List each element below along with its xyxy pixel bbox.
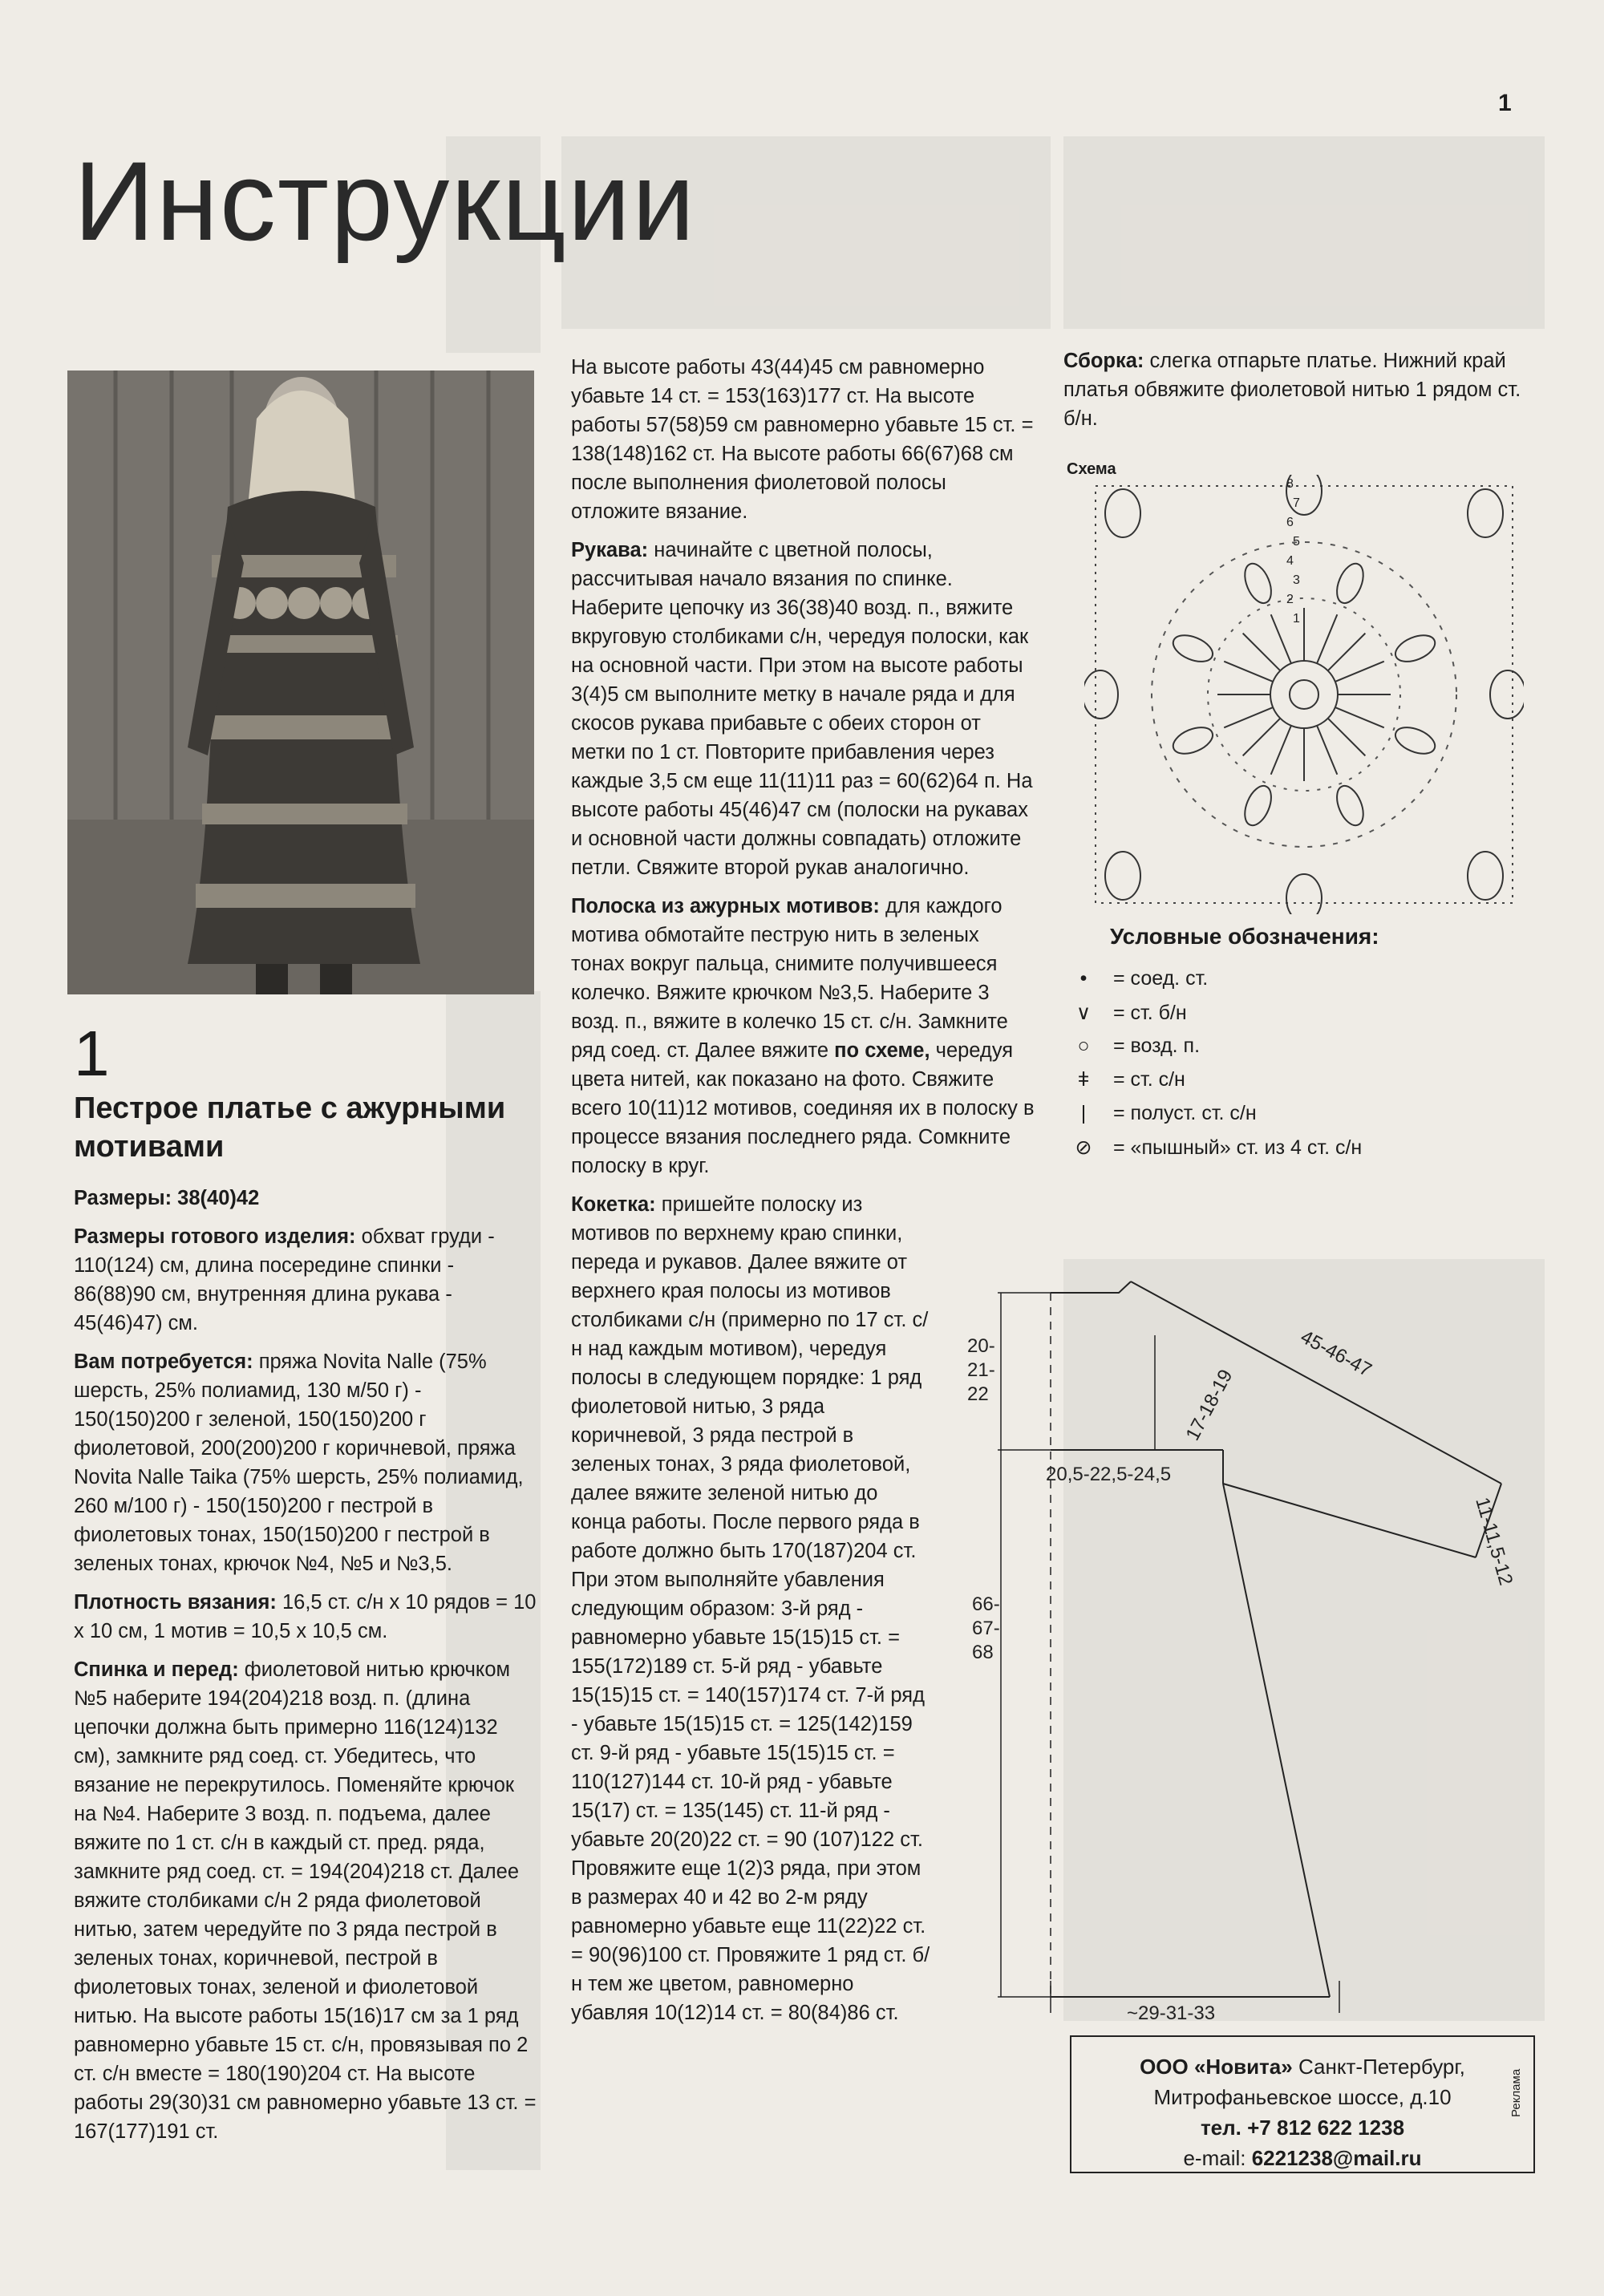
- ad-city: Санкт-Петербург,: [1292, 2055, 1465, 2079]
- yoke-label: Кокетка:: [571, 1193, 656, 1216]
- sizes-line: Размеры: 38(40)42: [74, 1187, 260, 1209]
- column-3: [1063, 346, 1537, 443]
- motif-puff: [1286, 874, 1322, 914]
- motif-stitch: [1317, 614, 1337, 663]
- motif-puff: [1490, 670, 1524, 719]
- body-label: Спинка и перед:: [74, 1658, 239, 1681]
- legend-text: = ст. с/н: [1113, 1068, 1185, 1091]
- bleed-through-right: [1063, 136, 1545, 329]
- sleeve-label: Рукава:: [571, 539, 649, 561]
- ad-address: Митрофаньевское шоссе, д.10: [1153, 2085, 1452, 2109]
- chart-row-mark: 5: [1293, 535, 1300, 549]
- motif-stitch: [1335, 662, 1384, 682]
- garment-schematic: [962, 1259, 1556, 2029]
- legend-item: [1067, 1068, 1185, 1091]
- body-continued-text: На высоте работы 43(44)45 см равномерно убавьте 14 ст. = 153(163)177 ст. На высоте работы 57(58)59 см равномерно убавьте 15 ст. = 138(148)162 ст. На высоте работы 66(67)68 см после выполнения фиолетовой полосы отложите вязание.: [571, 356, 1034, 523]
- legend-text: = возд. п.: [1113, 1035, 1201, 1057]
- neck-depth-label: 20-21-22: [967, 1335, 995, 1405]
- motif-stitch: [1328, 719, 1366, 756]
- sleeve-text: начинайте с цветной полосы, рассчитывая начало вязания по спинке. Наберите цепочку из 36(38)40 возд. п., вяжите вкруговую столбиками с/н, чередуя полоски, как на основной части. При этом на высоте работы 3(4)5 см выполните метку в начале ряда и для скосов рукава прибавьте с обеих сторон от метки по 1 ст. Повторите прибавления через каждые 3,5 см еще 11(11)11 раз = 60(62)64 п. На высоте работы 45(46)47 см (полоски на рукавах и основной части должны совпадать) отложите петли. Свяжите второй рукав аналогично.: [571, 539, 1033, 879]
- chart-row-mark: 3: [1293, 573, 1300, 587]
- materials-label: Вам потребуется:: [74, 1350, 253, 1373]
- motif-stitch: [1335, 707, 1384, 727]
- motif-stitch: [1271, 614, 1291, 663]
- motif-stitch: [1243, 719, 1281, 756]
- materials-text: пряжа Novita Nalle (75% шерсть, 25% полиамид, 130 м/50 г) - 150(150)200 г зеленой, 150(150)200 г фиолетовой, 200(200)200 г коричневой, пряжа Novita Nalle Taika (75% шерсть, 25% полиамид, 260 м/100 г) - 150(150)200 г пестрой в фиолетовых тонах, 150(150)200 г пестрой в зеленых тонах, крючок №4, №5 и №3,5.: [74, 1350, 524, 1575]
- page-heading: Инструкции: [74, 138, 697, 264]
- page-number: 1: [1498, 90, 1512, 116]
- ad-email[interactable]: 6221238@mail.ru: [1251, 2146, 1422, 2170]
- yoke-slope-label: 17-18-19: [1181, 1366, 1237, 1444]
- legend-item: [1067, 1001, 1187, 1025]
- strip-bold: по схеме,: [834, 1039, 930, 1062]
- motif-stitch: [1224, 662, 1273, 682]
- ad-email-label: e-mail:: [1183, 2146, 1252, 2170]
- legend-text: = полуст. ст. с/н: [1113, 1102, 1257, 1124]
- legend-symbol: ○: [1077, 1035, 1090, 1057]
- motif-puff: [1105, 489, 1140, 537]
- legend-text: = «пышный» ст. из 4 ст. с/н: [1113, 1136, 1363, 1159]
- motif-stitch: [1243, 634, 1281, 671]
- motif-stitch: [1224, 707, 1273, 727]
- motif-stitch: [1271, 726, 1291, 775]
- legend-item: [1067, 1035, 1200, 1058]
- chart-row-mark: 2: [1286, 593, 1294, 606]
- ad-label: Реклама: [1509, 2068, 1523, 2117]
- motif-puff: [1332, 560, 1369, 607]
- assembly-text: слегка отпарьте платье. Нижний край платья обвяжите фиолетовой нитью 1 рядом ст. б/н.: [1063, 350, 1521, 430]
- hem-width-label: ~29-31-33: [1127, 2002, 1216, 2024]
- gauge-text: 16,5 ст. с/н x 10 рядов = 10 x 10 см, 1 мотив = 10,5 x 10,5 см.: [74, 1591, 537, 1642]
- motif-chart: [1084, 475, 1524, 914]
- legend-symbol: •: [1079, 967, 1088, 990]
- motif-puff: [1169, 630, 1217, 667]
- strip-text-1: для каждого мотива обмотайте пеструю нить в зеленых тонах вокруг пальца, снимите получившееся колечко. Вяжите крючком №3,5. Наберите 3 возд. п., вяжите в колечко 15 ст. с/н. Замкните ряд соед. ст. Далее вяжите: [571, 895, 1008, 1062]
- motif-puff: [1468, 489, 1503, 537]
- motif-puff: [1084, 670, 1118, 719]
- motif-puff: [1169, 723, 1217, 759]
- chart-row-mark: 1: [1293, 612, 1300, 626]
- body-text: фиолетовой нитью крючком №5 наберите 194(204)218 возд. п. (длина цепочки должна быть примерно 116(124)132 см), замкните ряд соед. ст. Убедитесь, что вязание не перекрутилось. Поменяйте крючок на №4. Наберите 3 возд. п. подъема, далее вяжите по 1 ст. с/н в каждый ст. пред. ряда, замкните ряд соед. ст. = 194(204)218 ст. Далее вяжите столбиками с/н 2 ряда фиолетовой нитью, затем чередуйте по 3 ряда пестрой в зеленых тонах, коричневой, пестрой в фиолетовых тонах, зеленой и фиолетовой нитью. На высоте работы 15(16)17 см за 1 ряд равномерно убавьте 15 ст. с/н, провязывая по 2 ст. с/н вместе = 180(190)204 ст. На высоте работы 29(30)31 см равномерно убавьте 13 ст. = 167(177)191 ст.: [74, 1658, 537, 2143]
- strip-label: Полоска из ажурных мотивов:: [571, 895, 880, 917]
- finished-size-label: Размеры готового изделия:: [74, 1225, 356, 1248]
- cuff-width-label: 11-11,5-12: [1471, 1495, 1517, 1588]
- legend-symbol: ∨: [1075, 1002, 1092, 1024]
- model-photo-illustration: [67, 371, 534, 994]
- legend-item: [1067, 1102, 1257, 1125]
- legend-symbol: ǂ: [1077, 1068, 1090, 1091]
- legend-symbol: |: [1080, 1102, 1087, 1124]
- chart-label: Схема: [1067, 460, 1116, 478]
- ad-phone: тел. +7 812 622 1238: [1200, 2116, 1405, 2140]
- yoke-text: пришейте полоску из мотивов по верхнему краю спинки, переда и рукавов. Далее вяжите от верхнего края полосы из мотивов столбиками с/н (примерно по 17 ст. с/н над каждым мотивом), чередуя полосы в следующем порядке: 1 ряд фиолетовой нитью, 3 ряда коричневой, 3 ряда пестрой в зеленых тонах, 3 ряда фиолетовой, далее вяжите зеленой нитью до конца работы. После первого ряда в работе должно быть 170(187)204 ст. При этом выполняйте убавления следующим образом: 3-й ряд - равномерно убавьте 15(15)15 ст. = 155(172)189 ст. 5-й ряд - убавьте 15(15)15 ст. = 140(157)174 ст. 7-й ряд - убавьте 15(15)15 ст. = 125(142)159 ст. 9-й ряд - убавьте 15(15)15 ст. = 110(127)144 ст. 10-й ряд - убавьте 15(17) ст. = 135(145) ст. 11-й ряд - убавьте 20(20)22 ст. = 90 (107)122 ст. Провяжите еще 1(2)3 ряда, при этом в размерах 40 и 42 во 2-м ряду равномерно убавьте еще 11(22)22 ст. = 90(96)100 ст. Провяжите 1 ряд ст. б/н тем же цветом, равномерно убавляя 10(12)14 ст. = 80(84)86 ст.: [571, 1193, 930, 2024]
- motif-stitch: [1328, 634, 1366, 671]
- chart-row-mark: 7: [1293, 496, 1300, 510]
- model-photo: [67, 371, 534, 994]
- legend-item: [1067, 1136, 1362, 1160]
- armhole-width-label: 20,5-22,5-24,5: [1046, 1464, 1172, 1485]
- motif-puff: [1391, 723, 1439, 759]
- motif-stitch: [1317, 726, 1337, 775]
- sleeve-length-label: 45-46-47: [1297, 1326, 1375, 1382]
- legend-text: = соед. ст.: [1113, 967, 1209, 990]
- motif-puff: [1240, 782, 1277, 829]
- legend-title: Условные обозначения:: [1110, 924, 1379, 949]
- body-length-label: 66-67-68: [972, 1593, 1000, 1663]
- legend-text: = ст. б/н: [1113, 1002, 1187, 1024]
- ad-company: ООО «Новита»: [1140, 2055, 1293, 2079]
- chart-row-mark: 4: [1286, 554, 1294, 568]
- gauge-label: Плотность вязания:: [74, 1591, 277, 1614]
- motif-puff: [1332, 782, 1369, 829]
- column-1: [74, 1184, 539, 2156]
- legend-symbol: ⊘: [1075, 1136, 1092, 1159]
- advertisement-box: [1070, 2035, 1535, 2173]
- motif-puff: [1468, 852, 1503, 900]
- assembly-label: Сборка:: [1063, 350, 1144, 372]
- motif-puff: [1105, 852, 1140, 900]
- finished-size-text: обхват груди - 110(124) см, длина посередине спинки - 86(88)90 см, внутренняя длина рукава - 45(46)47) см.: [74, 1225, 495, 1334]
- legend-item: [1067, 967, 1208, 990]
- article-number: 1: [74, 1018, 110, 1089]
- motif-puff: [1240, 560, 1277, 607]
- article-title: Пестрое платье с ажурными мотивами: [74, 1091, 506, 1164]
- chart-row-mark: 8: [1286, 477, 1294, 491]
- chart-row-mark: 6: [1286, 516, 1294, 529]
- strip-text-2: чередуя цвета нитей, как показано на фото. Свяжите всего 10(11)12 мотивов, соединяя их в полоску в процессе вязания последнего ряда. Сомкните полоску в круг.: [571, 1039, 1035, 1177]
- motif-puff: [1391, 630, 1439, 667]
